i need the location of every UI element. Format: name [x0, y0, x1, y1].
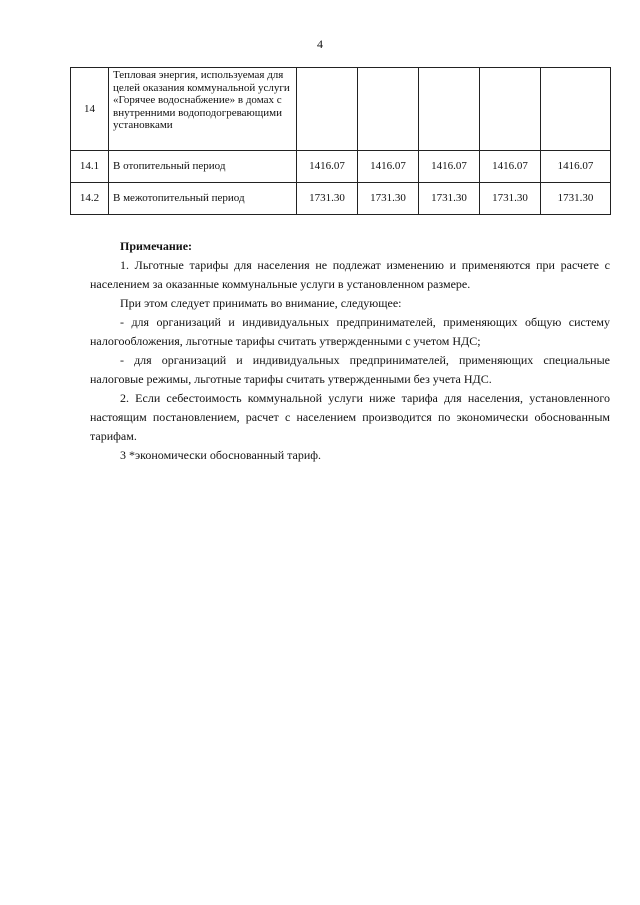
tariff-value — [358, 68, 419, 151]
row-description: Тепловая энергия, используемая для целей оказания коммунальной услуги «Горячее водоснабжение» в домах с внутренними водоподогревающими установками — [109, 68, 297, 151]
tariff-value: 1416.07 — [419, 151, 480, 183]
note-paragraph: 1. Льготные тарифы для населения не подлежат изменению и применяются при расчете с населением за оказанные коммунальные услуги в установленном размере. — [90, 258, 610, 291]
note-paragraph: При этом следует принимать во внимание, следующее: — [120, 296, 402, 310]
notes-section — [90, 237, 610, 465]
row-description: В отопительный период — [109, 151, 297, 183]
row-number: 14 — [71, 68, 109, 151]
notes-title: Примечание: — [120, 239, 193, 253]
tariff-value: 1731.30 — [358, 183, 419, 215]
tariff-value — [541, 68, 611, 151]
tariff-value: 1416.07 — [297, 151, 358, 183]
note-paragraph: - для организаций и индивидуальных предпринимателей, применяющих специальные налоговые режимы, льготные тарифы считать утвержденными без учета НДС. — [90, 353, 610, 386]
note-paragraph: 2. Если себестоимость коммунальной услуги ниже тарифа для населения, установленного настоящим постановлением, расчет с населением производится по экономически обоснованным тарифам. — [90, 391, 610, 443]
tariff-value: 1416.07 — [480, 151, 541, 183]
tariff-value: 1731.30 — [480, 183, 541, 215]
table-row — [71, 183, 611, 215]
row-number: 14.1 — [71, 151, 109, 183]
tariff-value — [419, 68, 480, 151]
tariff-value: 1731.30 — [541, 183, 611, 215]
tariff-value: 1416.07 — [541, 151, 611, 183]
row-description: В межотопительный период — [109, 183, 297, 215]
note-paragraph: - для организаций и индивидуальных предпринимателей, применяющих общую систему налогообложения, льготные тарифы считать утвержденными с учетом НДС; — [90, 315, 610, 348]
tariff-value — [480, 68, 541, 151]
tariff-value: 1731.30 — [419, 183, 480, 215]
tariff-table — [70, 67, 611, 215]
tariff-value: 1731.30 — [297, 183, 358, 215]
tariff-value: 1416.07 — [358, 151, 419, 183]
page-number: 4 — [317, 37, 323, 51]
table-row — [71, 68, 611, 151]
row-number: 14.2 — [71, 183, 109, 215]
note-paragraph: 3 *экономически обоснованный тариф. — [120, 448, 322, 462]
table-row — [71, 151, 611, 183]
tariff-value — [297, 68, 358, 151]
